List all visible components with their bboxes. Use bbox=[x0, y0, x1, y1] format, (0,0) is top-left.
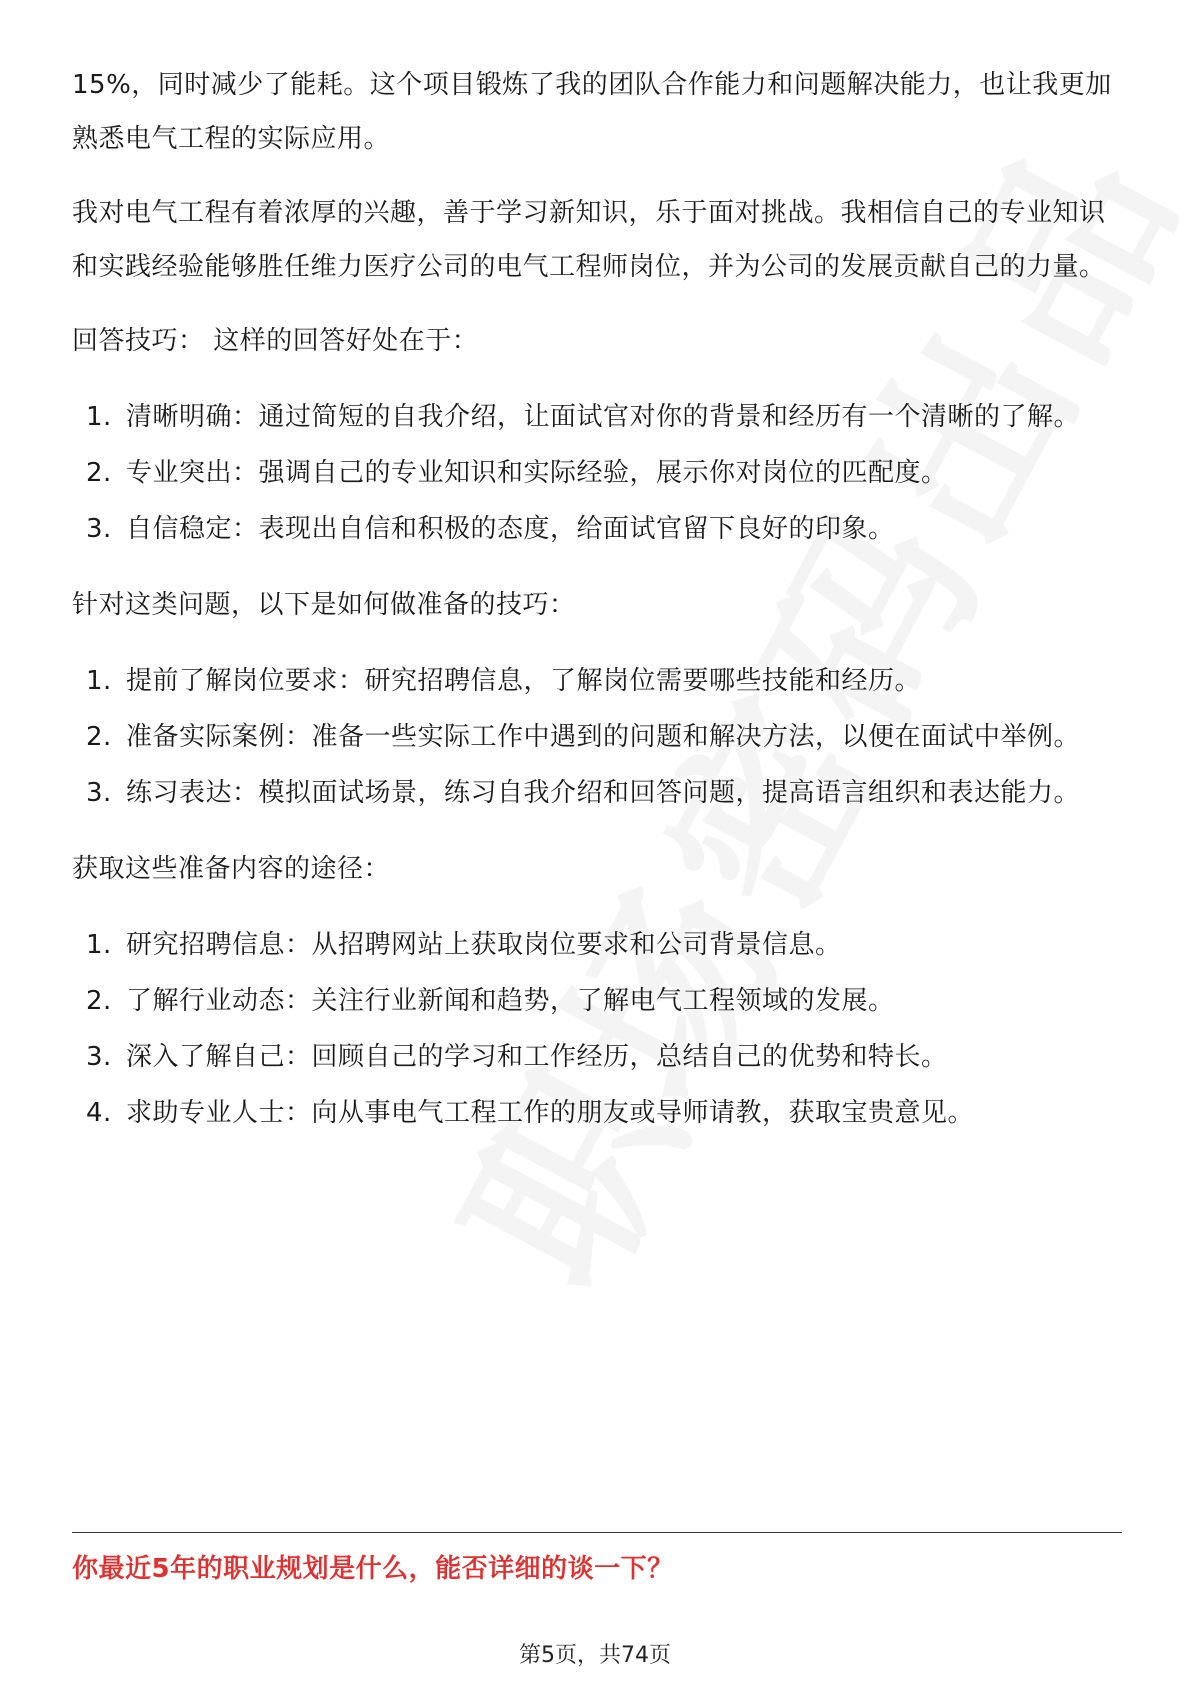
paragraph-motivation: 我对电气工程有着浓厚的兴趣，善于学习新知识，乐于面对挑战。我相信自己的专业知识和实践经验能够胜任维力医疗公司的电气工程师岗位，并为公司的发展贡献自己的力量。 bbox=[72, 198, 1106, 282]
preparation-tips-list bbox=[72, 654, 1122, 820]
answer-tips-list bbox=[72, 390, 1122, 556]
list-number: 2. bbox=[86, 458, 112, 488]
list-item bbox=[72, 654, 1122, 708]
paragraph-project-result: 15%，同时减少了能耗。这个项目锻炼了我的团队合作能力和问题解决能力，也让我更加熟悉电气工程的实际应用。 bbox=[72, 70, 1112, 154]
list-text: 提前了解岗位要求：研究招聘信息，了解岗位需要哪些技能和经历。 bbox=[126, 666, 922, 696]
document-body bbox=[72, 58, 1122, 1162]
list-item bbox=[72, 446, 1122, 500]
next-question-heading: 你最近5年的职业规划是什么，能否详细的谈一下？ bbox=[72, 1554, 674, 1584]
section-heading-answer-tips: 回答技巧： 这样的回答好处在于： bbox=[72, 326, 479, 356]
list-text: 研究招聘信息：从招聘网站上获取岗位要求和公司背景信息。 bbox=[126, 930, 842, 960]
page-footer: 第5页，共74页 bbox=[519, 1643, 671, 1668]
list-number: 4. bbox=[86, 1098, 112, 1128]
section-heading-sources: 获取这些准备内容的途径： bbox=[72, 854, 391, 884]
list-number: 2. bbox=[86, 722, 112, 752]
list-item bbox=[72, 1030, 1122, 1084]
list-number: 3. bbox=[86, 778, 112, 808]
list-text: 准备实际案例：准备一些实际工作中遇到的问题和解决方法，以便在面试中举例。 bbox=[126, 722, 1081, 752]
list-number: 1. bbox=[86, 666, 112, 696]
list-text: 练习表达：模拟面试场景，练习自我介绍和回答问题，提高语言组织和表达能力。 bbox=[126, 778, 1081, 808]
list-item bbox=[72, 918, 1122, 972]
section-divider bbox=[72, 1532, 1122, 1533]
list-item bbox=[72, 710, 1122, 764]
list-number: 2. bbox=[86, 986, 112, 1016]
list-number: 3. bbox=[86, 1042, 112, 1072]
list-item bbox=[72, 390, 1122, 444]
list-number: 1. bbox=[86, 930, 112, 960]
list-number: 3. bbox=[86, 514, 112, 544]
list-item bbox=[72, 974, 1122, 1028]
list-text: 了解行业动态：关注行业新闻和趋势，了解电气工程领域的发展。 bbox=[126, 986, 895, 1016]
list-item bbox=[72, 1086, 1122, 1140]
list-text: 求助专业人士：向从事电气工程工作的朋友或导师请教，获取宝贵意见。 bbox=[126, 1098, 975, 1128]
list-text: 专业突出：强调自己的专业知识和实际经验，展示你对岗位的匹配度。 bbox=[126, 458, 948, 488]
list-item bbox=[72, 766, 1122, 820]
list-text: 清晰明确：通过简短的自我介绍，让面试官对你的背景和经历有一个清晰的了解。 bbox=[126, 402, 1081, 432]
list-number: 1. bbox=[86, 402, 112, 432]
section-heading-preparation: 针对这类问题，以下是如何做准备的技巧： bbox=[72, 590, 576, 620]
sources-list bbox=[72, 918, 1122, 1140]
list-text: 深入了解自己：回顾自己的学习和工作经历，总结自己的优势和特长。 bbox=[126, 1042, 948, 1072]
list-text: 自信稳定：表现出自信和积极的态度，给面试官留下良好的印象。 bbox=[126, 514, 895, 544]
list-item bbox=[72, 502, 1122, 556]
